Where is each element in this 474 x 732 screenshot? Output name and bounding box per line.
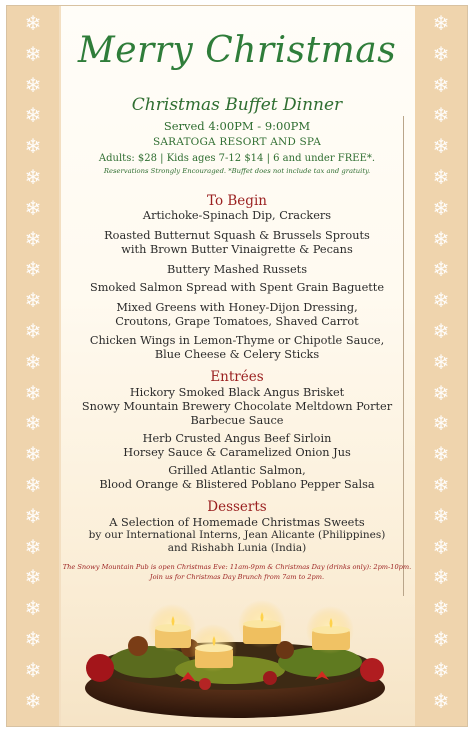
menu-item: and Rishabh Lunia (India) — [167, 542, 307, 554]
menu-item: Grilled Atlantic Salmon, — [168, 464, 306, 477]
pub-hours-note: The Snowy Mountain Pub is open Christmas Eve: 11am-9pm & Christmas Day (drinks only): 2pm-10pm. — [62, 563, 412, 571]
snowflake-icon: ❄ — [432, 11, 450, 35]
menu-item: Blue Cheese & Celery Sticks — [154, 348, 320, 361]
snowflake-icon: ❄ — [432, 41, 450, 66]
menu-item: Snowy Mountain Brewery Chocolate Meltdown Porter — [81, 400, 393, 413]
snowflake-icon: ❄ — [24, 257, 42, 282]
snowflake-icon: ❄ — [432, 288, 450, 313]
snowflake-icon: ❄ — [24, 657, 42, 682]
menu-item: Mixed Greens with Honey-Dijon Dressing, — [116, 301, 358, 314]
snowflake-icon: ❄ — [432, 565, 450, 590]
snowflake-icon: ❄ — [24, 11, 42, 35]
snowflake-icon: ❄ — [432, 195, 450, 220]
menu-item: Barbecue Sauce — [190, 414, 284, 427]
candle-centerpiece-icon — [80, 600, 390, 722]
snowflake-icon: ❄ — [24, 380, 42, 405]
menu-item: Roasted Butternut Squash & Brussels Sprouts — [104, 229, 370, 242]
snowflake-icon: ❄ — [24, 534, 42, 559]
snowflake-icon: ❄ — [432, 226, 450, 251]
snowflake-icon: ❄ — [432, 349, 450, 374]
snowflake-icon: ❄ — [24, 41, 42, 66]
event-subtitle: Christmas Buffet Dinner — [131, 95, 343, 115]
snowflake-icon: ❄ — [432, 473, 450, 497]
pricing-info: Adults: $28 | Kids ages 7-12 $14 | 6 and under FREE*. — [98, 153, 376, 164]
snowflake-icon: ❄ — [24, 503, 42, 528]
venue-name: SARATOGA RESORT AND SPA — [152, 136, 322, 148]
section-heading-desserts: Desserts — [207, 499, 267, 515]
menu-item: A Selection of Homemade Christmas Sweets — [109, 516, 365, 529]
menu-item: Hickory Smoked Black Angus Brisket — [129, 386, 345, 399]
section-heading-entrees: Entrées — [210, 369, 264, 385]
snowflake-icon: ❄ — [24, 288, 42, 313]
snowflake-icon: ❄ — [432, 72, 450, 97]
snowflake-icon: ❄ — [432, 319, 450, 343]
menu-item: with Brown Butter Vinaigrette & Pecans — [121, 243, 353, 256]
snowflake-icon: ❄ — [24, 565, 42, 590]
snowflake-icon: ❄ — [24, 103, 42, 128]
page-title: Merry Christmas — [77, 30, 397, 71]
snowflake-icon: ❄ — [24, 442, 42, 467]
snowflake-icon: ❄ — [24, 165, 42, 189]
snowflake-icon: ❄ — [432, 688, 450, 713]
menu-item: Artichoke-Spinach Dip, Crackers — [142, 209, 332, 222]
snowflake-icon: ❄ — [432, 534, 450, 559]
reservation-note: Reservations Strongly Encouraged. *Buffet does not include tax and gratuity. — [103, 167, 371, 175]
snowflake-icon: ❄ — [432, 257, 450, 282]
snowflake-icon: ❄ — [432, 411, 450, 436]
snowflake-icon: ❄ — [432, 627, 450, 651]
menu-item: Buttery Mashed Russets — [167, 263, 307, 276]
snowflake-icon: ❄ — [432, 103, 450, 128]
snowflake-icon: ❄ — [432, 442, 450, 467]
menu-item: Horsey Sauce & Caramelized Onion Jus — [123, 446, 351, 459]
menu-item: Chicken Wings in Lemon-Thyme or Chipotle Sauce, — [89, 334, 385, 347]
snowflake-icon: ❄ — [432, 134, 450, 159]
snowflake-icon: ❄ — [24, 596, 42, 621]
snowflake-icon: ❄ — [432, 596, 450, 621]
snowflake-icon: ❄ — [24, 226, 42, 251]
snowflake-icon: ❄ — [24, 195, 42, 220]
snowflake-icon: ❄ — [24, 473, 42, 497]
served-hours: Served 4:00PM - 9:00PM — [163, 119, 311, 133]
snowflake-icon: ❄ — [24, 319, 42, 343]
menu-item: by our International Interns, Jean Alicante (Philippines) — [88, 529, 386, 541]
snowflake-icon: ❄ — [24, 134, 42, 159]
snowflake-icon: ❄ — [24, 349, 42, 374]
brunch-note: Join us for Christmas Day Brunch from 7am to 2pm. — [149, 573, 325, 581]
snowflake-icon: ❄ — [24, 72, 42, 97]
section-heading-to-begin: To Begin — [207, 193, 267, 209]
snowflake-icon: ❄ — [432, 165, 450, 189]
menu-item: Croutons, Grape Tomatoes, Shaved Carrot — [115, 315, 359, 328]
menu-item: Blood Orange & Blistered Poblano Pepper Salsa — [99, 478, 375, 491]
snowflake-icon: ❄ — [24, 627, 42, 651]
snowflake-icon: ❄ — [432, 503, 450, 528]
menu-item: Herb Crusted Angus Beef Sirloin — [142, 432, 332, 445]
snowflake-icon: ❄ — [432, 657, 450, 682]
menu-item: Smoked Salmon Spread with Spent Grain Baguette — [89, 281, 385, 294]
snowflake-icon: ❄ — [24, 688, 42, 713]
snowflake-icon: ❄ — [24, 411, 42, 436]
snowflake-icon: ❄ — [432, 380, 450, 405]
